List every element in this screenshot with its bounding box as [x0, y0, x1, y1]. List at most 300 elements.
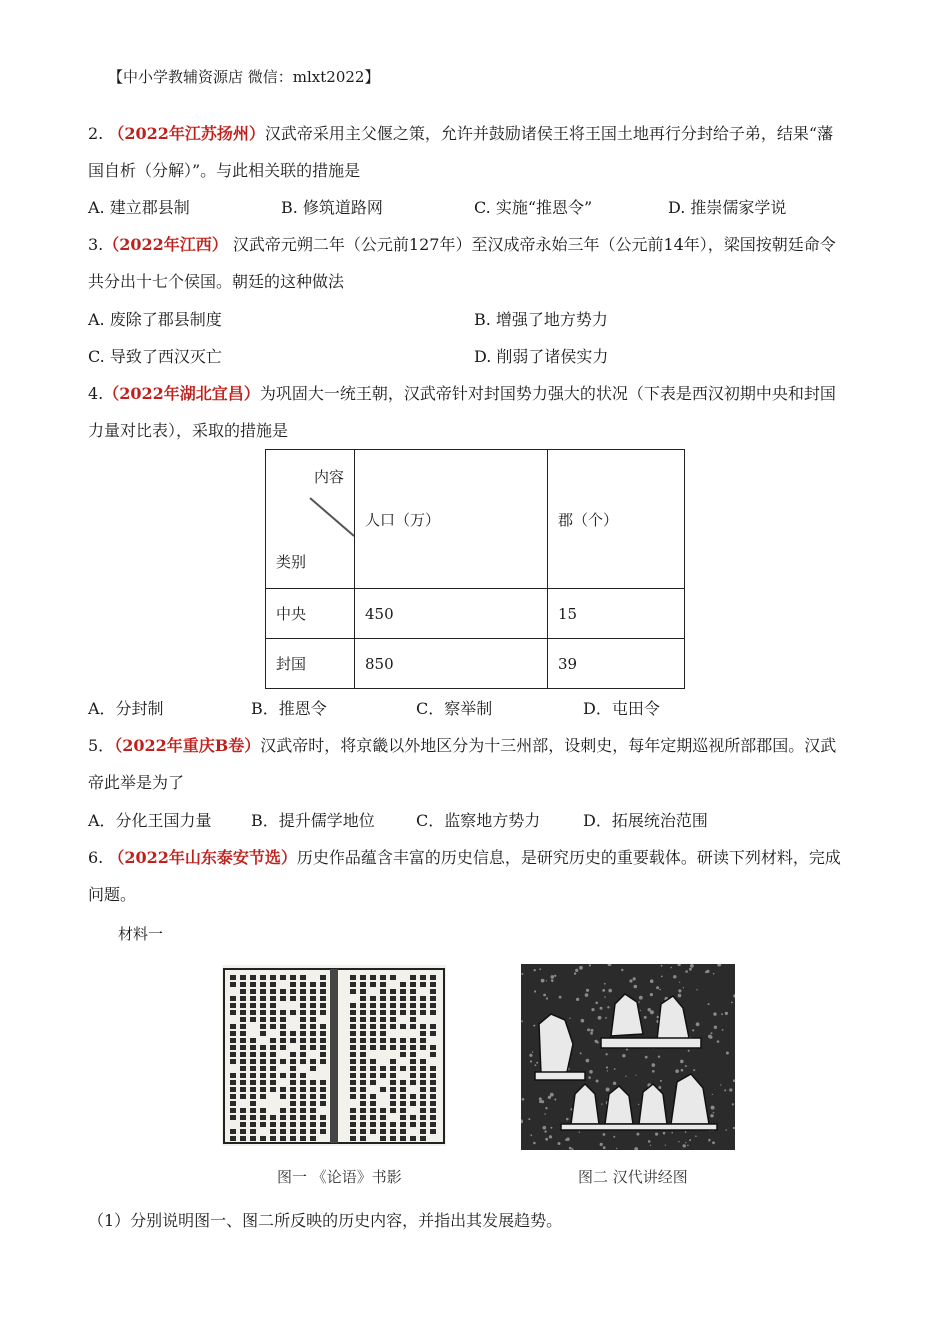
- book-glyph-mark: [300, 989, 306, 994]
- book-glyph-mark: [270, 996, 276, 1001]
- book-glyph-mark: [310, 1080, 316, 1085]
- relief-speckle-dot: [671, 1132, 673, 1134]
- relief-speckle-dot: [536, 1062, 538, 1064]
- relief-speckle-dot: [713, 1012, 716, 1015]
- relief-speckle-dot: [539, 968, 541, 970]
- book-glyph-mark: [270, 1073, 276, 1078]
- q3-option-a[interactable]: A. 废除了郡县制度: [88, 310, 222, 329]
- book-glyph-mark: [350, 1080, 356, 1085]
- figure2-caption: 图二 汉代讲经图: [578, 1168, 688, 1186]
- book-glyph-mark: [390, 1108, 396, 1113]
- book-glyph-mark: [410, 1038, 416, 1043]
- book-glyph-mark: [320, 1080, 326, 1085]
- book-glyph-mark: [230, 1045, 236, 1050]
- book-glyph-mark: [430, 1073, 436, 1078]
- book-glyph-mark: [380, 1003, 386, 1008]
- book-glyph-mark: [350, 1045, 356, 1050]
- book-glyph-mark: [420, 1101, 426, 1106]
- book-glyph-mark: [260, 1094, 266, 1099]
- q4-option-c[interactable]: C．察举制: [416, 699, 493, 718]
- book-glyph-mark: [300, 1045, 306, 1050]
- relief-speckle-dot: [533, 1142, 536, 1145]
- book-glyph-mark: [300, 1094, 306, 1099]
- book-glyph-mark: [430, 1108, 436, 1113]
- q4-text-2: 力量对比表），采取的措施是: [88, 421, 289, 440]
- relief-speckle-dot: [604, 983, 606, 985]
- book-glyph-mark: [280, 1087, 286, 1092]
- book-glyph-mark: [280, 1122, 286, 1127]
- book-glyph-mark: [250, 1101, 256, 1106]
- corner-label-category: 类别: [276, 553, 307, 571]
- book-glyph-mark: [420, 1003, 426, 1008]
- book-glyph-mark: [310, 989, 316, 994]
- book-glyph-mark: [380, 1108, 386, 1113]
- relief-speckle-dot: [711, 1032, 713, 1034]
- book-glyph-mark: [240, 1017, 246, 1022]
- relief-speckle-dot: [589, 964, 591, 966]
- book-glyph-mark: [310, 1129, 316, 1134]
- book-glyph-mark: [300, 996, 306, 1001]
- relief-speckle-dot: [600, 1007, 603, 1010]
- q3-option-c[interactable]: C. 导致了西汉灭亡: [88, 347, 222, 366]
- book-glyph-mark: [230, 1080, 236, 1085]
- q3-source-tag: （2022年江西）: [103, 235, 228, 254]
- book-glyph-mark: [430, 1024, 436, 1029]
- book-glyph-mark: [400, 996, 406, 1001]
- book-glyph-mark: [260, 1024, 266, 1029]
- book-glyph-mark: [240, 1087, 246, 1092]
- book-glyph-mark: [320, 1115, 326, 1120]
- book-glyph-mark: [360, 1010, 366, 1015]
- relief-speckle-dot: [591, 1029, 594, 1032]
- book-glyph-mark: [390, 1129, 396, 1134]
- relief-speckle-dot: [712, 1094, 713, 1095]
- book-glyph-mark: [370, 1017, 376, 1022]
- relief-speckle-dot: [726, 1052, 729, 1055]
- book-glyph-mark: [400, 989, 406, 994]
- book-glyph-mark: [420, 1024, 426, 1029]
- table-corner-cell: [266, 450, 355, 589]
- relief-speckle-dot: [575, 969, 578, 972]
- book-glyph-mark: [390, 1038, 396, 1043]
- relief-speckle-dot: [544, 1130, 546, 1132]
- book-glyph-mark: [240, 1031, 246, 1036]
- book-glyph-mark: [430, 1031, 436, 1036]
- book-glyph-mark: [270, 1059, 276, 1064]
- book-glyph-mark: [320, 1059, 326, 1064]
- relief-speckle-dot: [543, 1126, 547, 1130]
- cell-fief-population: 850: [355, 639, 548, 689]
- book-glyph-mark: [320, 982, 326, 987]
- page-header: 【中小学教辅资源店 微信：mlxt2022】: [108, 68, 380, 86]
- book-glyph-mark: [260, 1031, 266, 1036]
- book-glyph-mark: [400, 1038, 406, 1043]
- book-glyph-mark: [420, 996, 426, 1001]
- book-glyph-mark: [360, 1045, 366, 1050]
- book-glyph-mark: [260, 1115, 266, 1120]
- book-glyph-mark: [250, 1066, 256, 1071]
- book-glyph-mark: [400, 1129, 406, 1134]
- cell-fief-commanderies: 39: [548, 639, 685, 689]
- book-glyph-mark: [270, 1115, 276, 1120]
- relief-speckle-dot: [656, 986, 659, 989]
- book-glyph-mark: [260, 989, 266, 994]
- book-glyph-mark: [400, 1087, 406, 1092]
- relief-speckle-dot: [661, 976, 663, 978]
- book-glyph-mark: [240, 1024, 246, 1029]
- book-glyph-mark: [250, 989, 256, 994]
- book-glyph-mark: [360, 989, 366, 994]
- book-glyph-mark: [400, 1066, 406, 1071]
- book-glyph-mark: [250, 975, 256, 980]
- q3-option-b[interactable]: B. 增强了地方势力: [474, 310, 608, 329]
- relief-speckle-dot: [708, 1035, 712, 1039]
- relief-speckle-dot: [600, 1143, 603, 1146]
- relief-speckle-dot: [629, 979, 632, 982]
- book-glyph-mark: [320, 975, 326, 980]
- q3-number: 3.: [88, 235, 104, 254]
- relief-speckle-dot: [729, 1088, 732, 1091]
- relief-speckle-dot: [639, 996, 643, 1000]
- han-lecture-relief-image: [521, 964, 735, 1150]
- book-glyph-mark: [290, 1080, 296, 1085]
- book-glyph-mark: [260, 975, 266, 980]
- relief-speckle-dot: [650, 993, 653, 996]
- q5-source-tag: （2022年重庆B卷）: [114, 736, 261, 755]
- book-glyph-mark: [310, 1087, 316, 1092]
- book-glyph-mark: [270, 1122, 276, 1127]
- book-glyph-mark: [430, 1122, 436, 1127]
- book-glyph-mark: [410, 1017, 416, 1022]
- book-glyph-mark: [420, 1073, 426, 1078]
- book-glyph-mark: [390, 1122, 396, 1127]
- relief-speckle-dot: [559, 996, 562, 999]
- relief-speckle-dot: [586, 1059, 590, 1063]
- relief-speckle-dot: [665, 1145, 666, 1146]
- relief-speckle-dot: [603, 1133, 606, 1136]
- book-glyph-mark: [400, 1122, 406, 1127]
- book-glyph-mark: [320, 1122, 326, 1127]
- book-glyph-mark: [400, 1045, 406, 1050]
- book-glyph-mark: [380, 1031, 386, 1036]
- book-glyph-mark: [250, 1129, 256, 1134]
- book-glyph-mark: [280, 989, 286, 994]
- book-glyph-mark: [250, 1136, 256, 1141]
- book-glyph-mark: [290, 1108, 296, 1113]
- relief-speckle-dot: [579, 1132, 580, 1133]
- q3-option-d[interactable]: D. 削弱了诸侯实力: [474, 347, 609, 366]
- book-glyph-mark: [320, 1045, 326, 1050]
- relief-speckle-dot: [589, 1070, 593, 1074]
- book-glyph-mark: [410, 996, 416, 1001]
- relief-speckle-dot: [591, 1008, 594, 1011]
- book-glyph-mark: [360, 1066, 366, 1071]
- q6-number: 6.: [88, 848, 104, 867]
- book-glyph-mark: [360, 996, 366, 1001]
- book-glyph-mark: [230, 996, 236, 1001]
- book-glyph-mark: [360, 1038, 366, 1043]
- relief-speckle-dot: [597, 1041, 599, 1043]
- book-glyph-mark: [410, 1045, 416, 1050]
- book-glyph-mark: [280, 1136, 286, 1141]
- relief-speckle-dot: [558, 1142, 561, 1145]
- book-glyph-mark: [290, 1052, 296, 1057]
- book-glyph-mark: [240, 1136, 246, 1141]
- book-glyph-mark: [370, 1038, 376, 1043]
- book-glyph-mark: [310, 1101, 316, 1106]
- q2-option-d[interactable]: D. 推崇儒家学说: [668, 198, 787, 217]
- q4-option-d[interactable]: D．屯田令: [583, 699, 660, 718]
- q5-option-c[interactable]: C．监察地方势力: [416, 811, 541, 830]
- book-glyph-mark: [390, 1024, 396, 1029]
- book-glyph-mark: [380, 1024, 386, 1029]
- relief-speckle-dot: [678, 994, 682, 998]
- book-glyph-mark: [350, 982, 356, 987]
- book-glyph-mark: [430, 989, 436, 994]
- q5-option-a[interactable]: A．分化王国力量: [88, 811, 212, 830]
- relief-speckle-dot: [566, 1118, 569, 1121]
- book-glyph-mark: [250, 1003, 256, 1008]
- book-glyph-mark: [310, 1017, 316, 1022]
- book-glyph-mark: [350, 1066, 356, 1071]
- book-glyph-mark: [380, 1038, 386, 1043]
- book-glyph-mark: [300, 1080, 306, 1085]
- book-glyph-mark: [290, 1038, 296, 1043]
- book-glyph-mark: [290, 1087, 296, 1092]
- book-glyph-mark: [240, 1129, 246, 1134]
- book-glyph-mark: [360, 1129, 366, 1134]
- book-glyph-mark: [320, 1003, 326, 1008]
- book-glyph-mark: [360, 1122, 366, 1127]
- relief-speckle-dot: [633, 977, 636, 980]
- relief-speckle-dot: [712, 1141, 715, 1144]
- book-glyph-mark: [430, 1115, 436, 1120]
- book-glyph-mark: [280, 1031, 286, 1036]
- q5-option-d[interactable]: D．拓展统治范围: [583, 811, 708, 830]
- relief-speckle-dot: [586, 989, 589, 992]
- book-glyph-mark: [240, 1073, 246, 1078]
- q4-option-a[interactable]: A．分封制: [88, 699, 164, 718]
- book-glyph-mark: [230, 1059, 236, 1064]
- book-glyph-mark: [370, 1080, 376, 1085]
- book-glyph-mark: [350, 1087, 356, 1092]
- relief-speckle-dot: [598, 1016, 602, 1020]
- book-glyph-mark: [380, 1073, 386, 1078]
- book-glyph-mark: [390, 1010, 396, 1015]
- book-glyph-mark: [240, 1122, 246, 1127]
- book-glyph-mark: [320, 1094, 326, 1099]
- book-glyph-mark: [390, 989, 396, 994]
- book-glyph-mark: [350, 1031, 356, 1036]
- book-glyph-mark: [370, 1045, 376, 1050]
- relief-speckle-dot: [683, 987, 684, 988]
- book-glyph-mark: [230, 1073, 236, 1078]
- book-glyph-mark: [350, 1010, 356, 1015]
- book-glyph-mark: [240, 1010, 246, 1015]
- book-glyph-mark: [260, 1010, 266, 1015]
- relief-speckle-dot: [650, 1145, 651, 1146]
- book-glyph-mark: [250, 1122, 256, 1127]
- relief-speckle-dot: [692, 1029, 694, 1031]
- q2-option-a[interactable]: A. 建立郡县制: [88, 198, 190, 217]
- book-glyph-mark: [250, 1010, 256, 1015]
- book-glyph-mark: [290, 1129, 296, 1134]
- book-glyph-mark: [410, 975, 416, 980]
- book-glyph-mark: [240, 1080, 246, 1085]
- q2-text-2: 国自析（分解）”。与此相关联的措施是: [88, 161, 361, 180]
- relief-speckle-dot: [673, 975, 676, 978]
- book-glyph-mark: [390, 1003, 396, 1008]
- book-glyph-mark: [230, 982, 236, 987]
- q6-text-1: 历史作品蕴含丰富的历史信息，是研究历史的重要载体。研读下列材料，完成: [296, 848, 841, 867]
- book-glyph-mark: [420, 1010, 426, 1015]
- col-header-commanderies: 郡（个）: [548, 450, 685, 589]
- book-glyph-mark: [240, 1045, 246, 1050]
- relief-speckle-dot: [640, 1010, 641, 1011]
- book-glyph-mark: [280, 1129, 286, 1134]
- relief-speckle-dot: [685, 1131, 687, 1133]
- book-glyph-mark: [410, 1073, 416, 1078]
- book-glyph-mark: [260, 1066, 266, 1071]
- relief-speckle-dot: [679, 982, 680, 983]
- book-glyph-mark: [240, 1038, 246, 1043]
- book-glyph-mark: [360, 1101, 366, 1106]
- relief-speckle-dot: [587, 1028, 590, 1031]
- q5-option-b[interactable]: B．提升儒学地位: [251, 811, 375, 830]
- book-glyph-mark: [420, 1045, 426, 1050]
- q2-line1: [88, 124, 833, 144]
- book-glyph-mark: [250, 996, 256, 1001]
- book-glyph-mark: [280, 1045, 286, 1050]
- book-glyph-mark: [240, 975, 246, 980]
- book-glyph-mark: [400, 1108, 406, 1113]
- relief-speckle-dot: [650, 979, 654, 983]
- book-glyph-mark: [230, 1010, 236, 1015]
- q4-line1: [88, 384, 836, 404]
- book-glyph-mark: [410, 1080, 416, 1085]
- q2-option-b[interactable]: B. 修筑道路网: [281, 198, 383, 217]
- book-glyph-mark: [410, 1059, 416, 1064]
- relief-speckle-dot: [652, 1063, 656, 1067]
- relief-speckle-dot: [678, 1141, 679, 1142]
- q2-option-c[interactable]: C. 实施“推恩令”: [474, 198, 593, 217]
- book-glyph-mark: [300, 1003, 306, 1008]
- table-row: [266, 639, 685, 689]
- book-glyph-mark: [390, 1017, 396, 1022]
- book-glyph-mark: [370, 1066, 376, 1071]
- q6-subquestion-1: （1）分别说明图一、图二所反映的历史内容，并指出其发展趋势。: [88, 1211, 563, 1230]
- book-glyph-mark: [400, 1024, 406, 1029]
- relief-speckle-dot: [645, 1056, 648, 1059]
- book-glyph-mark: [280, 1108, 286, 1113]
- relief-speckle-dot: [685, 1142, 686, 1143]
- q5-text-1: 汉武帝时，将京畿以外地区分为十三州部，设刺史，每年定期巡视所部郡国。汉武: [260, 736, 837, 755]
- comparison-table: [265, 449, 685, 689]
- book-glyph-mark: [410, 1052, 416, 1057]
- book-glyph-mark: [300, 1031, 306, 1036]
- book-glyph-mark: [430, 1052, 436, 1057]
- book-glyph-mark: [230, 1101, 236, 1106]
- relief-speckle-dot: [622, 1054, 625, 1057]
- book-glyph-mark: [410, 1010, 416, 1015]
- book-glyph-mark: [370, 1094, 376, 1099]
- book-glyph-mark: [250, 1115, 256, 1120]
- relief-speckle-dot: [655, 1133, 658, 1136]
- relief-speckle-dot: [710, 1114, 713, 1117]
- book-glyph-mark: [290, 1010, 296, 1015]
- book-glyph-mark: [350, 975, 356, 980]
- book-glyph-mark: [240, 1115, 246, 1120]
- relief-speckle-dot: [648, 1140, 651, 1143]
- book-glyph-mark: [230, 1129, 236, 1134]
- relief-speckle-dot: [604, 996, 606, 998]
- book-glyph-mark: [370, 1108, 376, 1113]
- book-glyph-mark: [300, 1122, 306, 1127]
- book-glyph-mark: [400, 1080, 406, 1085]
- relief-speckle-dot: [539, 1097, 542, 1100]
- book-glyph-mark: [410, 1136, 416, 1141]
- relief-speckle-dot: [590, 1032, 593, 1035]
- book-glyph-mark: [300, 1010, 306, 1015]
- relief-speckle-dot: [721, 1013, 723, 1015]
- relief-speckle-dot: [601, 1103, 602, 1104]
- relief-speckle-dot: [644, 1016, 647, 1019]
- book-glyph-mark: [390, 1094, 396, 1099]
- book-glyph-mark: [240, 982, 246, 987]
- relief-speckle-dot: [634, 985, 638, 989]
- book-glyph-mark: [360, 1094, 366, 1099]
- book-glyph-mark: [310, 1010, 316, 1015]
- relief-speckle-dot: [529, 1054, 532, 1057]
- book-glyph-mark: [270, 1066, 276, 1071]
- book-glyph-mark: [260, 1059, 266, 1064]
- relief-speckle-dot: [596, 1080, 599, 1083]
- book-glyph-mark: [280, 1010, 286, 1015]
- book-glyph-mark: [280, 1115, 286, 1120]
- book-glyph-mark: [260, 1087, 266, 1092]
- book-glyph-mark: [270, 989, 276, 994]
- relief-speckle-dot: [733, 1127, 735, 1129]
- relief-speckle-dot: [550, 1093, 554, 1097]
- relief-speckle-dot: [683, 1144, 686, 1147]
- relief-speckle-dot: [722, 1029, 724, 1031]
- book-glyph-mark: [380, 1136, 386, 1141]
- relief-speckle-dot: [690, 964, 694, 968]
- analects-book-image: [222, 965, 446, 1146]
- q4-option-b[interactable]: B．推恩令: [251, 699, 327, 718]
- book-glyph-mark: [350, 1038, 356, 1043]
- book-glyph-mark: [410, 989, 416, 994]
- book-glyph-mark: [320, 1087, 326, 1092]
- book-glyph-mark: [360, 1108, 366, 1113]
- book-glyph-mark: [370, 982, 376, 987]
- book-glyph-mark: [310, 1108, 316, 1113]
- book-glyph-mark: [310, 1038, 316, 1043]
- book-glyph-mark: [250, 1052, 256, 1057]
- relief-speckle-dot: [696, 989, 697, 990]
- book-glyph-mark: [430, 1066, 436, 1071]
- figure1-caption: 图一 《论语》书影: [277, 1168, 402, 1186]
- book-glyph-mark: [380, 1115, 386, 1120]
- book-glyph-mark: [430, 982, 436, 987]
- book-glyph-mark: [230, 1003, 236, 1008]
- book-glyph-mark: [230, 1108, 236, 1113]
- book-glyph-mark: [320, 1038, 326, 1043]
- book-glyph-mark: [300, 1108, 306, 1113]
- book-glyph-mark: [280, 1059, 286, 1064]
- book-glyph-mark: [350, 1115, 356, 1120]
- book-glyph-mark: [280, 1073, 286, 1078]
